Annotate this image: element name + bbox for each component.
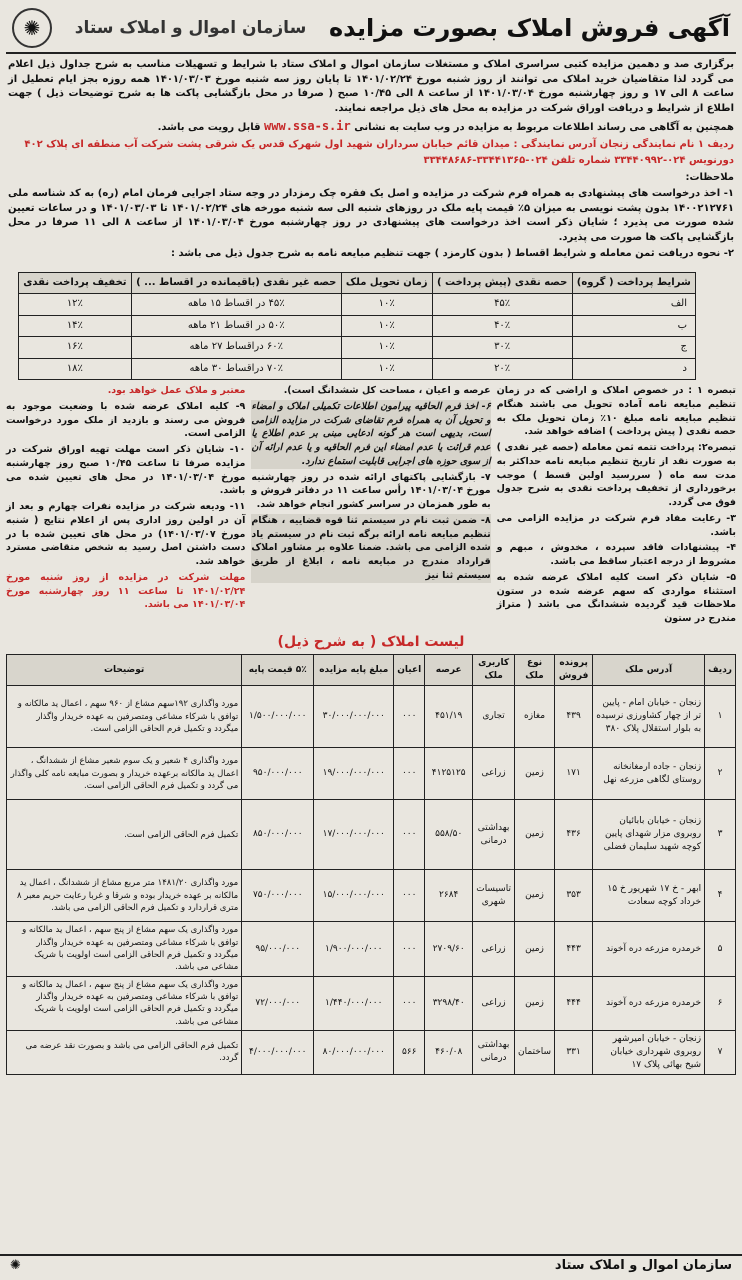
col-header: توضیحات — [7, 655, 242, 686]
note-8-cont: معتبر و ملاک عمل خواهد بود. — [107, 385, 246, 396]
footer-org: سازمان اموال و املاک ستاد — [554, 1257, 732, 1273]
cell: ۵۰٪ در اقساط ۲۱ ماهه — [131, 315, 341, 337]
cell: ۱۰٪ — [341, 358, 432, 380]
col-header: تخفیف پرداخت نقدی — [19, 272, 132, 294]
note-1: ۱- اخذ درخواست های پیشنهادی به همراه فرم شرکت در مزایده و اصل یک فقره چک رمزدار در وجه ستاد اجرایی فرمان امام (ره) به کد شناسه ملی ۱۴۰۰۲۱۲۷۶۱ بدون پشت نویسی به میزان ۵٪ قیمت پایه ملک در روزهای شنبه الی سه شنبه مورخه های ۱۴۰۱/۰۲/۲۴ تا ۱۴۰۱/۰۳/۰۳ و در ساعات تعیین شده صورت می پذیرد ؛ شایان ذکر است اخذ درخواست های پیشنهادی در روز چهارشنبه مورخ ۱۴۰۱/۰۳/۰۴ از ساعت ۸ الی ۱۱ صرفا در محل بازگشایی پاکت ها صورت می پذیرد. — [8, 188, 735, 243]
ad-title: آگهی فروش املاک بصورت مزایده — [329, 13, 730, 42]
cell: الف — [572, 294, 695, 316]
note-9: ۹- کلیه املاک عرضه شده با وضعیت موجود به فروش می رسند و بازدید از ملک مورد درخواست الزامی است. — [6, 400, 246, 440]
col-header: آدرس ملک — [593, 655, 705, 686]
footer-seal-icon: ✺ — [10, 1257, 21, 1273]
cell: ۱۲٪ — [19, 294, 132, 316]
table-row: ۱ زنجان - خیابان امام - پایین تر از چهار کشاورزی نرسیده به بلوار استقلال پلاک ۳۸۰ ۴۳۹ مغازه تجاری ۴۵۱/۱۹ ۰۰۰ ۳۰/۰۰۰/۰۰۰/۰۰۰ ۱/۵۰۰/۰۰۰/۰۰۰ مورد واگذاری ۱۹۲سهم مشاع از ۹۶۰ سهم ، اعمال ید مالکانه و توافق با شرکاء مشاعی ومتصرفین به عهده خریدار واگذار میگردد و تکمیل فرم الحاقی الزامی است. — [7, 686, 736, 748]
notes-column-middle — [251, 384, 490, 628]
note-11: ۱۱- ودیعه شرکت در مزایده نفرات چهارم و بعد از آن در اولین روز اداری پس از اعلام نتایج ( شنبه مورخ ۱۴۰۱/۰۳/۰۷) در محل های تعیین شده با در دست داشتن اصل رسید به شخص متقاضی مسترد خواهد شد. — [6, 501, 246, 568]
table-row: ۲ زنجان - جاده ارمغانخانه روستای لگاهی مزرعه نهل ۱۷۱ زمین زراعی ۴۱۲۵۱۲۵ ۰۰۰ ۱۹/۰۰۰/۰۰۰/۰۰۰ ۹۵۰/۰۰۰/۰۰۰ مورد واگذاری ۴ شعیر و یک سوم شعیر مشاع از ششدانگ ، اعمال ید مالکانه برعهده خریدار و بصورت مبایعه نامه کلی واگذار می گردد و تکمیل فرم الحاقی الزامی است. — [7, 748, 736, 800]
note-3: ۳- رعایت مفاد فرم شرکت در مزایده الزامی می باشد. — [496, 512, 736, 538]
cell: ۱۶٪ — [19, 337, 132, 359]
notes-column-right — [497, 384, 736, 628]
cell: ۱۰٪ — [341, 294, 432, 316]
office-phones: دورنویس ۰۲۴-۳۳۴۴۰۹۹۲ شماره تلفن ۰۲۴-۳۳۴۴۱۳۶۵-۳۳۴۴۸۶۸۶ — [423, 155, 734, 166]
property-list-title: لیست املاک ( به شرح ذیل) — [277, 634, 465, 651]
col-header: نوع ملک — [514, 655, 554, 686]
table-row — [19, 358, 696, 380]
cell: ۷۰٪ دراقساط ۳۰ ماهه — [131, 358, 341, 380]
deadline-note: مهلت شرکت در مزایده از روز شنبه مورخ ۱۴۰۱/۰۲/۲۴ تا ساعت ۱۱ روز چهارشنبه مورخ ۱۴۰۱/۰۳/۰۴ می باشد. — [6, 571, 246, 611]
footer — [0, 1254, 742, 1276]
cell: ۲۰٪ — [432, 358, 572, 380]
table-row — [19, 294, 696, 316]
col-header: حصه نقدی (پیش پرداخت ) — [432, 272, 572, 294]
notes-column-left — [6, 384, 245, 628]
note-5: ۵- شایان ذکر است کلیه املاک عرضه شده به استثناء مواردی که سهم عرضه شده در ستون ملاحظات قید گردیده ششدانگ می باشد ( متراژ مندرج در ستون — [496, 571, 736, 625]
col-header: پرونده فروش — [555, 655, 593, 686]
col-header: کاربری ملک — [473, 655, 515, 686]
table-row — [19, 337, 696, 359]
cell: ۱۴٪ — [19, 315, 132, 337]
table-header-row — [7, 655, 736, 686]
note-8: ۸- ضمن ثبت نام در سیستم ثنا قوه قضاییه ، هنگام تنظیم مبایعه نامه ارائه برگه ثبت نام در سیستم یاد شده الزامی می باشد. ضمنا علاوه بر مشاور املاک قرارداد مندرج در مبایعه نامه ، ابلاغ از طریق سیستم ثنا نیز — [251, 514, 491, 581]
table-row: ۷ زنجان - خیابان امیرشهر روبروی شهرداری خیابان شیخ بهائی پلاک ۱۷ ۳۳۱ ساختمان بهداشتی درمانی ۴۶۰/۰۸ ۵۶۶ ۸۰/۰۰۰/۰۰۰/۰۰۰ ۴/۰۰۰/۰۰۰/۰۰۰ تکمیل فرم الحاقی الزامی می باشد و بصورت نقد عرضه می گردد. — [7, 1030, 736, 1074]
table-row — [19, 315, 696, 337]
office-address: ردیف ۱ نام نمایندگی زنجان آدرس نمایندگی : میدان قائم خیابان سرداران شهید اول شهرک قدس یک شرقی پشت شرکت آب منطقه ای پلاک ۴۰۲ — [24, 138, 734, 150]
note-6: ۶- اخذ فرم الحاقیه پیرامون اطلاعات تکمیلی املاک و امضاء و تحویل آن به همراه فرم تقاضای شرکت در مزایده الزامی است، بدیهی است هر گونه ادعایی مبنی بر عدم اطلاع یا عدم قرائت یا عدم امضاء این فرم الحاقیه و یا عدم ارائه آن از سوی حوزه های اجرایی قابلیت استماع ندارد. — [251, 400, 491, 467]
cell: ۴۵٪ — [432, 294, 572, 316]
note-2: ۲- نحوه دریافت ثمن معامله و شرایط اقساط ( بدون کارمزد ) جهت تنظیم مبایعه نامه به شرح جدول ذیل می باشد : — [170, 248, 734, 259]
header — [6, 4, 736, 54]
note-7: ۷- بازگشایی پاکتهای ارائه شده در روز چهارشنبه مورخ ۱۴۰۱/۰۳/۰۴ رأس ساعت ۱۱ در دفاتر فروش و به طور همزمان در سراسر کشور انجام خواهد شد. — [251, 471, 491, 511]
col-header: اعیان — [394, 655, 425, 686]
cell: ۴۵٪ در اقساط ۱۵ ماهه — [131, 294, 341, 316]
property-list-table — [6, 654, 736, 1075]
org-name: سازمان اموال و املاک ستاد — [74, 17, 307, 38]
intro-paragraph: برگزاری صد و دهمین مزایده کتبی سراسری املاک و مستغلات سازمان اموال و املاک ستاد با شرایط و تسهیلات مناسب به شرح جداول ذیل اعلام می گردد لذا متقاضیان خرید املاک می توانند از روز شنبه مورخ ۱۴۰۱/۰۲/۲۴ تا پایان روز سه شنبه مورخ ۱۴۰۱/۰۳/۰۳ همه روزه بجز ایام تعطیل از ساعت ۸ الی ۱۷ و روز چهارشنبه مورخ ۱۴۰۱/۰۳/۰۴ از ساعت ۸ الی ۱۰/۴۵ صبح ( صرفا در محل بازگشایی پاکت ها به شرح توضیحات ذیل ) جهت اطلاع از شرایط و دریافت اوراق شرکت در مزایده به محل های ذیل مراجعه نمایند. — [8, 59, 734, 114]
cell: ۳۰٪ — [432, 337, 572, 359]
cell: ۱۰٪ — [341, 315, 432, 337]
note-10: ۱۰- شایان ذکر است مهلت تهیه اوراق شرکت در مزایده صرفا تا ساعت ۱۰/۴۵ صبح روز چهارشنبه مورخ ۱۴۰۱/۰۳/۰۴ در محل های تعیین شده می باشد. — [6, 444, 246, 497]
cell: د — [572, 358, 695, 380]
website-link[interactable]: www.ssa-s.ir — [264, 119, 351, 133]
cell: ب — [572, 315, 695, 337]
col-header: مبلغ پایه مزایده — [314, 655, 394, 686]
cell: ۴۰٪ — [432, 315, 572, 337]
table-row: ۵ خرمدره مزرعه دره آخوند ۴۴۳ زمین زراعی ۲۷۰۹/۶۰ ۰۰۰ ۱/۹۰۰/۰۰۰/۰۰۰ ۹۵/۰۰۰/۰۰۰ مورد واگذاری یک سهم مشاع از پنج سهم ، اعمال ید مالکانه و توافق با شرکاء مشاعی ومتصرفین به عهده خریدار واگذار میگردد و تکمیل فرم الحاقی الزامی است اولویت با شریک مشاعی می باشد. — [7, 922, 736, 976]
col-header: عرصه — [425, 655, 473, 686]
cell: ۶۰٪ دراقساط ۲۷ ماهه — [131, 337, 341, 359]
note-4: ۴- پیشنهادات فاقد سپرده ، مخدوش ، مبهم و مشروط از درجه اعتبار ساقط می باشد. — [496, 542, 736, 568]
col-header: حصه غیر نقدی (باقیمانده در اقساط ... ) — [131, 272, 341, 294]
intro — [6, 54, 736, 268]
cell: ۱۰٪ — [341, 337, 432, 359]
note-t1: تبصره ۱ : در خصوص املاک و اراضی که در زمان تنظیم مبایعه نامه آماده تحویل می باشند هنگام تنظیم مبایعه نامه مبلغ ۱۰٪ زمان تحویل ملک به حصه نقدی ( پیش پرداخت ) اضافه خواهد شد. — [496, 385, 736, 438]
payment-conditions-table — [18, 272, 696, 381]
col-header: ردیف — [705, 655, 736, 686]
notes-title: ملاحظات: — [685, 171, 734, 183]
table-row: ۴ ابهر - خ ۱۷ شهریور خ ۱۵ خرداد کوچه سعادت ۳۵۳ زمین تاسیسات شهری ۲۶۸۴ ۰۰۰ ۱۵/۰۰۰/۰۰۰/۰۰۰ ۷۵۰/۰۰۰/۰۰۰ مورد واگذاری ۱۴۸۱/۲۰ متر مربع مشاع از ششدانگ ، اعمال ید مالکانه بر عهده خریدار بوده و شرقا و غربا رعایت حریم معبر ۸ متری قراردارد و تکمیل فرم الحاقی الزامی می باشد. — [7, 870, 736, 922]
cell: ج — [572, 337, 695, 359]
col-header: زمان تحویل ملک — [341, 272, 432, 294]
cell: ۱۸٪ — [19, 358, 132, 380]
seal-icon: ✺ — [12, 8, 52, 48]
table-row: ۶ خرمدره مزرعه دره آخوند ۴۴۴ زمین زراعی ۳۲۹۸/۴۰ ۰۰۰ ۱/۴۴۰/۰۰۰/۰۰۰ ۷۲/۰۰۰/۰۰۰ مورد واگذاری یک سهم مشاع از پنج سهم ، اعمال ید مالکانه و توافق با شرکاء مشاعی ومتصرفین به عهده خریدار واگذار میگردد و تکمیل فرم الحاقی الزامی است اولویت با شریک مشاعی می باشد. — [7, 976, 736, 1030]
note-t2: تبصره۲: پرداخت تتمه ثمن معامله (حصه غیر نقدی ) به صورت نقد از تاریخ تنظیم مبایعه نامه حداکثر به مدت سه ماه ( سررسید اولین قسط ) موجب برخورداری از تخفیف پرداخت نقدی به شرح جدول فوق می گردد. — [496, 442, 736, 509]
website-line: همچنین به آگاهی می رساند اطلاعات مربوط به مزایده در وب سایت به نشانی www.ssa-s.ir قابل رویت می باشد. — [157, 119, 734, 133]
col-header: ۵٪ قیمت پایه — [242, 655, 314, 686]
col-header: شرایط پرداخت ( گروه) — [572, 272, 695, 294]
table-header-row — [19, 272, 696, 294]
note-5-cont: عرصه و اعیان ، مساحت کل ششدانگ است). — [283, 385, 491, 396]
table-row: ۳ زنجان - خیابان بابائیان روبروی مزار شهدای پایین کوچه شهید سلیمان فضلی ۴۳۶ زمین بهداشتی درمانی ۵۵۸/۵۰ ۰۰۰ ۱۷/۰۰۰/۰۰۰/۰۰۰ ۸۵۰/۰۰۰/۰۰۰ تکمیل فرم الحاقی الزامی است. — [7, 800, 736, 870]
notes-columns — [6, 384, 736, 628]
